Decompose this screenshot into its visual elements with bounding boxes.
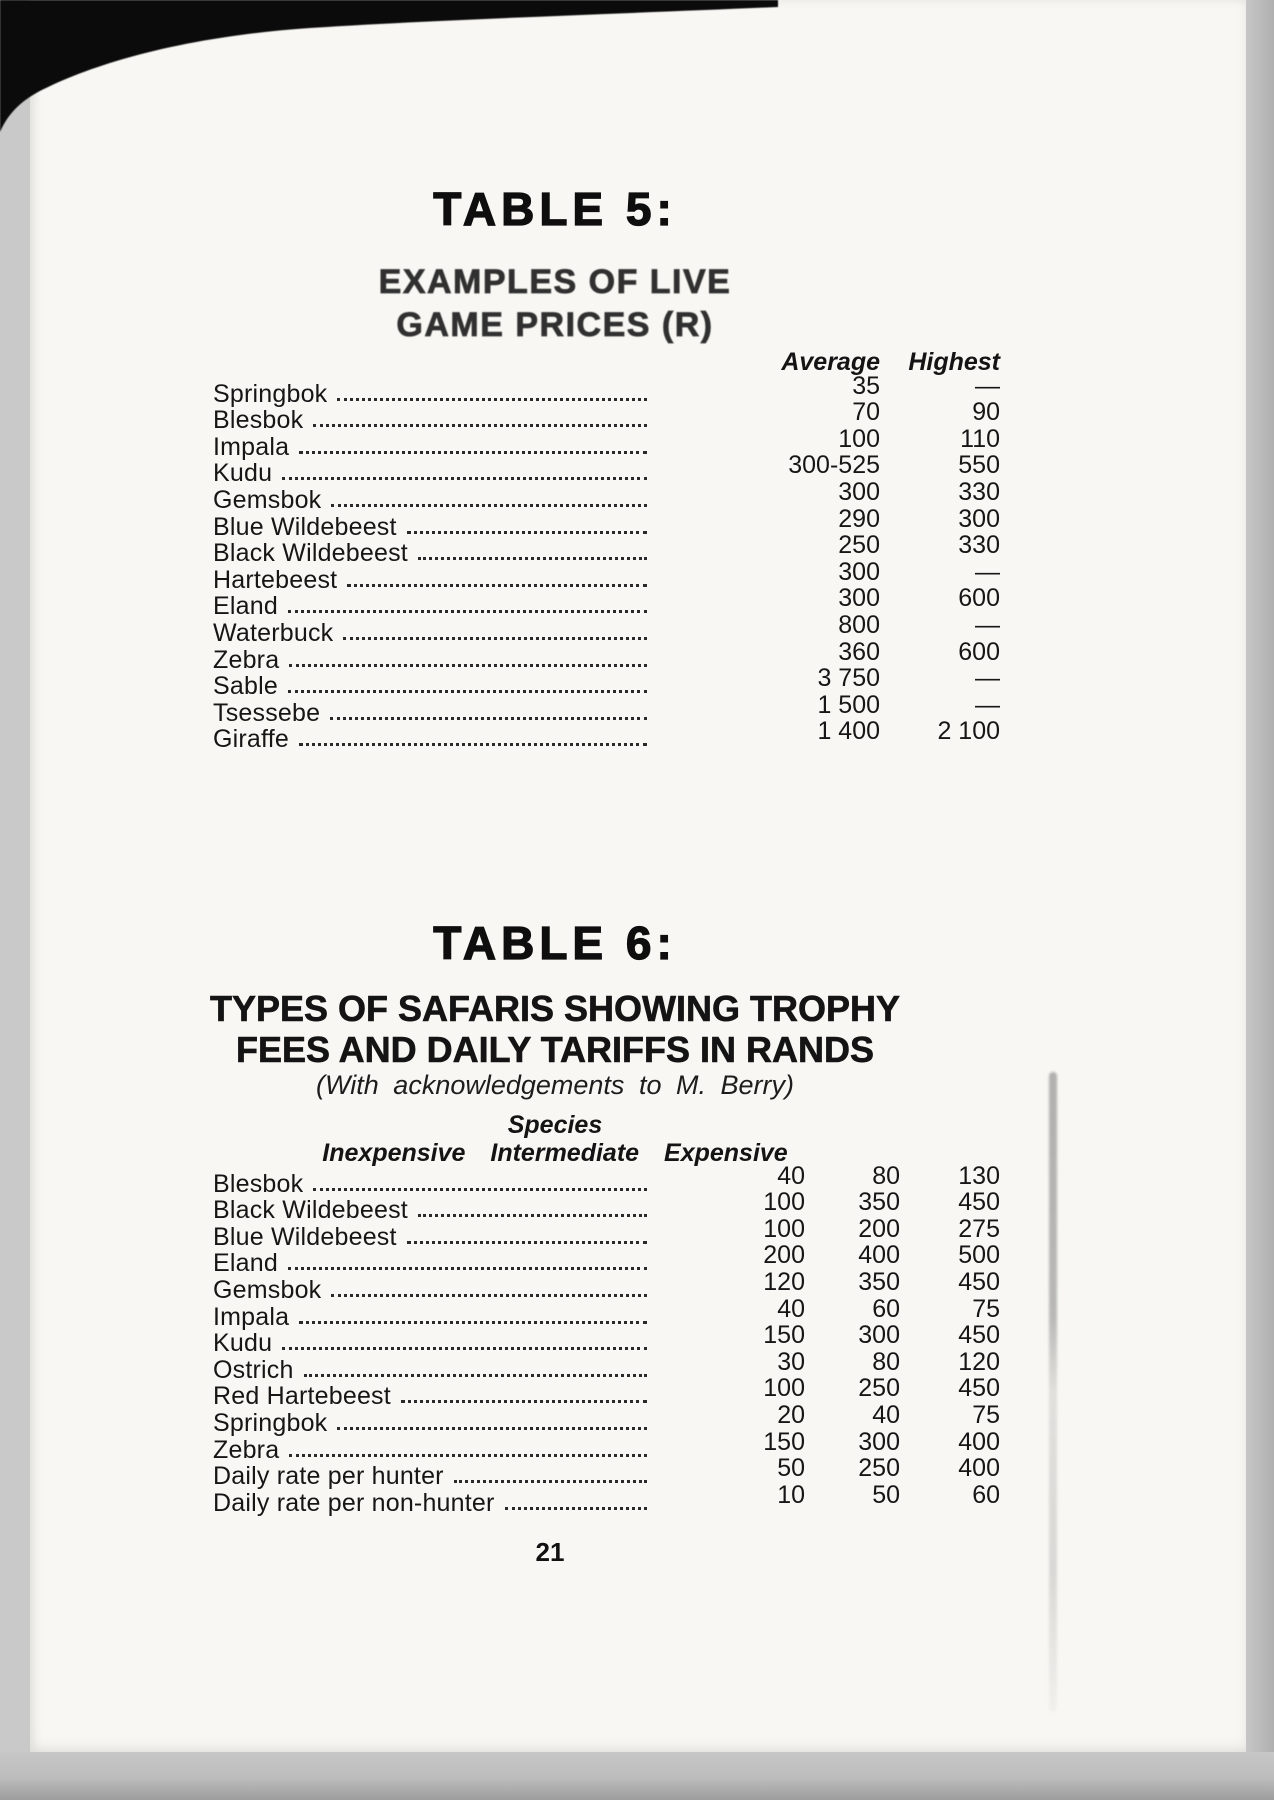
species-label: Gemsbok (213, 485, 322, 514)
dotted-leader (343, 637, 647, 640)
highest-value: — (975, 664, 1000, 693)
inexpensive-value: 10 (777, 1480, 805, 1509)
expensive-value: 500 (958, 1241, 1000, 1270)
dotted-leader (299, 1321, 647, 1324)
inexpensive-value: 150 (763, 1321, 805, 1350)
highest-value: — (975, 557, 1000, 586)
inexpensive-value: 30 (777, 1347, 805, 1376)
highest-value: 300 (958, 504, 1000, 533)
column-header-inexpensive: Inexpensive (322, 1139, 466, 1167)
average-value: 3 750 (817, 664, 880, 693)
dotted-leader (299, 451, 647, 454)
average-value: 35 (852, 371, 880, 400)
page-number: 21 (535, 1537, 565, 1567)
dotted-leader (289, 664, 647, 667)
dotted-leader (288, 690, 647, 693)
table5-subtitle (0, 261, 1110, 347)
expensive-value: 75 (972, 1400, 1000, 1429)
expensive-value: 60 (972, 1480, 1000, 1509)
average-value: 360 (838, 637, 880, 666)
table5-subtitle-line1: EXAMPLES OF LIVE (378, 263, 732, 301)
dotted-leader (418, 1214, 647, 1217)
inexpensive-value: 100 (763, 1214, 805, 1243)
table-row (213, 717, 1000, 754)
intermediate-value: 350 (858, 1267, 900, 1296)
average-value: 300-525 (788, 451, 880, 480)
intermediate-value: 300 (858, 1427, 900, 1456)
scan-right-margin (1246, 0, 1274, 1800)
inexpensive-value: 100 (763, 1374, 805, 1403)
expensive-value: 120 (958, 1347, 1000, 1376)
scan-bottom-margin (0, 1752, 1274, 1800)
expensive-value: 75 (972, 1294, 1000, 1323)
intermediate-value: 400 (858, 1241, 900, 1270)
species-label: Daily rate per hunter (213, 1462, 444, 1491)
dotted-leader (330, 717, 647, 720)
highest-value: 600 (958, 637, 1000, 666)
page-crease-shadow (1049, 1072, 1057, 1712)
species-label: Tsessebe (213, 698, 321, 727)
inexpensive-value: 200 (763, 1241, 805, 1270)
intermediate-value: 40 (872, 1400, 900, 1429)
species-label: Gemsbok (213, 1275, 322, 1304)
dotted-leader (288, 610, 647, 613)
dotted-leader (304, 1374, 647, 1377)
average-value: 300 (838, 584, 880, 613)
species-label: Springbok (213, 379, 328, 408)
expensive-value: 130 (958, 1161, 1000, 1190)
expensive-value: 450 (958, 1188, 1000, 1217)
average-value: 800 (838, 610, 880, 639)
intermediate-value: 200 (858, 1214, 900, 1243)
table5-title: TABLE 5: (433, 183, 677, 235)
highest-value: 550 (958, 451, 1000, 480)
species-label: Red Hartebeest (213, 1382, 391, 1411)
species-label: Impala (213, 432, 290, 461)
table-row (213, 1480, 1000, 1517)
table6-subtitle (0, 988, 1110, 1070)
average-value: 1 500 (817, 690, 880, 719)
inexpensive-value: 40 (777, 1161, 805, 1190)
highest-value: 110 (960, 424, 1000, 453)
dotted-leader (407, 531, 647, 534)
species-label: Kudu (213, 1329, 273, 1358)
dotted-leader (282, 1347, 647, 1350)
table6-attribution: (With acknowledgements to M. Berry) (316, 1070, 794, 1100)
average-value: 100 (838, 424, 880, 453)
dotted-leader (337, 398, 647, 401)
column-header-highest: Highest (908, 348, 1000, 376)
column-header-intermediate: Intermediate (490, 1139, 640, 1167)
expensive-value: 450 (958, 1321, 1000, 1350)
species-label: Blesbok (213, 1169, 304, 1198)
species-label: Giraffe (213, 725, 289, 754)
dotted-leader (418, 557, 647, 560)
dotted-leader (401, 1400, 647, 1403)
average-value: 300 (838, 477, 880, 506)
highest-value: 330 (958, 477, 1000, 506)
intermediate-value: 350 (858, 1188, 900, 1217)
header-spacer (213, 349, 655, 375)
inexpensive-value: 20 (777, 1400, 805, 1429)
dotted-leader (289, 1454, 647, 1457)
dotted-leader (454, 1480, 647, 1483)
dotted-leader (505, 1507, 647, 1510)
dotted-leader (331, 1294, 647, 1297)
highest-value: — (975, 610, 1000, 639)
highest-value: 330 (958, 531, 1000, 560)
species-label: Kudu (213, 459, 273, 488)
dotted-leader (407, 1241, 647, 1244)
species-label: Blue Wildebeest (213, 1222, 397, 1251)
highest-value: 2 100 (937, 717, 1000, 746)
expensive-value: 450 (958, 1374, 1000, 1403)
highest-value: — (975, 371, 1000, 400)
species-label: Blesbok (213, 406, 304, 435)
species-label: Eland (213, 1249, 278, 1278)
average-value: 250 (838, 531, 880, 560)
intermediate-value: 300 (858, 1321, 900, 1350)
dotted-leader (282, 477, 647, 480)
table6-rows (213, 1161, 1000, 1517)
species-label: Blue Wildebeest (213, 512, 397, 541)
dotted-leader (299, 743, 647, 746)
species-label: Daily rate per non-hunter (213, 1488, 495, 1517)
scan-corner-shadow (0, 0, 800, 140)
inexpensive-value: 100 (763, 1188, 805, 1217)
expensive-value: 400 (958, 1427, 1000, 1456)
intermediate-value: 80 (872, 1161, 900, 1190)
dotted-leader (331, 504, 647, 507)
intermediate-value: 250 (858, 1374, 900, 1403)
intermediate-value: 250 (858, 1454, 900, 1483)
inexpensive-value: 50 (777, 1454, 805, 1483)
expensive-value: 275 (958, 1214, 1000, 1243)
inexpensive-value: 40 (777, 1294, 805, 1323)
species-label: Waterbuck (213, 618, 334, 647)
intermediate-value: 60 (872, 1294, 900, 1323)
table6-species-header: Species (507, 1111, 603, 1139)
column-header-expensive: Expensive (664, 1139, 788, 1167)
expensive-value: 400 (958, 1454, 1000, 1483)
average-value: 290 (838, 504, 880, 533)
species-label: Sable (213, 672, 278, 701)
table6-title: TABLE 6: (433, 917, 677, 969)
table5-subtitle-line2: GAME PRICES (R) (396, 306, 714, 344)
expensive-value: 450 (958, 1267, 1000, 1296)
intermediate-value: 80 (872, 1347, 900, 1376)
dotted-leader (337, 1427, 647, 1430)
average-value: 1 400 (817, 717, 880, 746)
column-header-average: Average (781, 348, 880, 376)
highest-value: 90 (972, 398, 1000, 427)
table5-rows (213, 371, 1000, 754)
highest-value: — (975, 690, 1000, 719)
inexpensive-value: 150 (763, 1427, 805, 1456)
species-label: Zebra (213, 1435, 280, 1464)
species-label: Black Wildebeest (213, 1196, 408, 1225)
intermediate-value: 50 (872, 1480, 900, 1509)
table5-column-headers (213, 349, 1000, 375)
dotted-leader (288, 1267, 647, 1270)
species-label: Eland (213, 592, 278, 621)
highest-value: 600 (958, 584, 1000, 613)
average-value: 70 (852, 398, 880, 427)
inexpensive-value: 120 (763, 1267, 805, 1296)
dotted-leader (313, 1188, 647, 1191)
table6-subtitle-line2: FEES AND DAILY TARIFFS IN RANDS (235, 1029, 875, 1070)
species-label: Impala (213, 1302, 290, 1331)
table6-subtitle-line1: TYPES OF SAFARIS SHOWING TROPHY (209, 988, 901, 1029)
dotted-leader (313, 424, 647, 427)
species-label: Zebra (213, 645, 280, 674)
species-label: Ostrich (213, 1355, 294, 1384)
species-label: Hartebeest (213, 565, 338, 594)
average-value: 300 (838, 557, 880, 586)
dotted-leader (347, 584, 647, 587)
species-label: Black Wildebeest (213, 539, 408, 568)
species-label: Springbok (213, 1408, 328, 1437)
